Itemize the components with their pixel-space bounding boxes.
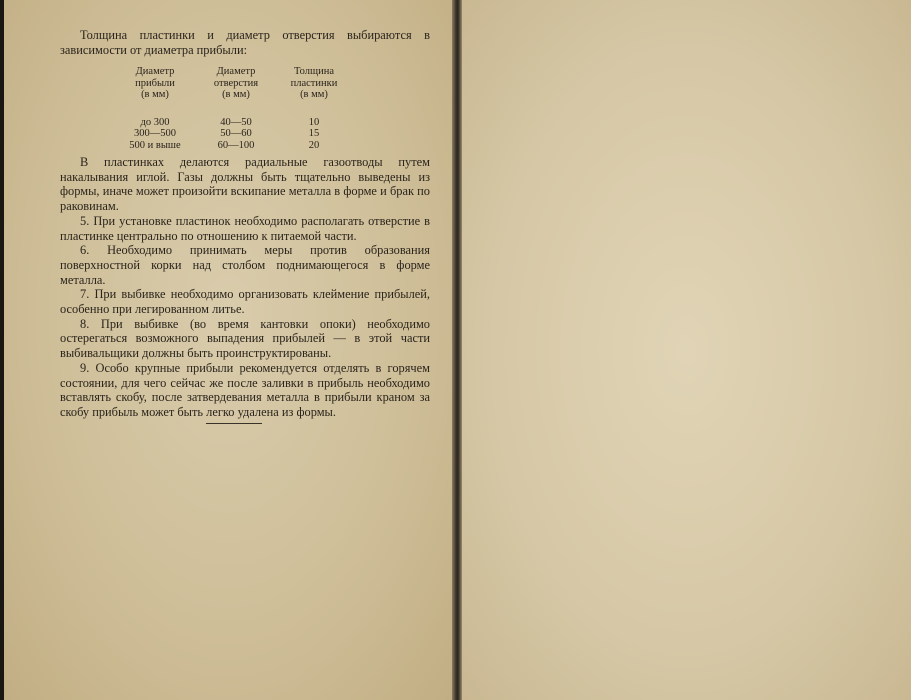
header-plate-thickness: Толщина пластинки (в мм) <box>290 66 338 101</box>
table-cell: 300—500 <box>134 128 176 140</box>
table-row <box>114 128 354 140</box>
table-row <box>114 140 354 152</box>
table-cell: 500 и выше <box>129 139 181 151</box>
intro-text: Толщина пластинки и диаметр отверстия выбираются в зависимости от диаметра прибыли: <box>60 28 430 57</box>
dimensions-table <box>114 66 354 152</box>
table-cell: до 300 <box>140 116 170 128</box>
header-riser-diameter: Диаметр прибыли (в мм) <box>135 66 175 101</box>
paragraph-item-7: 7. При выбивке необходимо организовать клеймение прибылей, особенно при легированном литье. <box>60 287 430 317</box>
body-text <box>60 155 430 420</box>
table-cell: 20 <box>308 139 320 151</box>
intro-paragraph <box>60 28 430 57</box>
table-body <box>114 117 354 152</box>
table-cell: 50—60 <box>220 128 252 140</box>
table-cell: 60—100 <box>217 139 255 151</box>
paragraph-item-8: 8. При выбивке (во время кантовки опоки) необходимо остерегаться возможного выпадения прибылей — в этой части выбивальщики должны быть проинструктированы. <box>60 316 430 361</box>
table-header-row <box>114 66 354 101</box>
header-hole-diameter: Диаметр отверстия (в мм) <box>213 66 259 101</box>
paragraph-gas-vents: В пластинках делаются радиальные газоотводы путем накалывания иглой. Газы должны быть тщательно выведены из формы, иначе может произойти вскипание металла в форме и брак по раковинам. <box>60 155 430 214</box>
paragraph-item-5: 5. При установке пластинок необходимо располагать отверстие в пластинке центрально по отношению к питаемой части. <box>60 213 430 243</box>
table-row <box>114 117 354 129</box>
book-gutter <box>452 0 462 700</box>
table-cell: 40—50 <box>220 116 252 128</box>
left-page <box>4 0 452 700</box>
table-cell: 15 <box>308 128 320 140</box>
table-cell: 10 <box>308 116 320 128</box>
paragraph-item-9: 9. Особо крупные прибыли рекомендуется отделять в горячем состоянии, для чего сейчас же после заливки в прибыль необходимо вставлять скобу, после затвердевания металла в прибыли краном за скобу прибыль может быть легко удалена из формы. <box>60 360 430 419</box>
end-rule-divider <box>206 423 262 424</box>
right-page-blank <box>462 0 911 700</box>
paragraph-item-6: 6. Необходимо принимать меры против образования поверхностной корки над столбом поднимающегося в форме металла. <box>60 243 430 287</box>
